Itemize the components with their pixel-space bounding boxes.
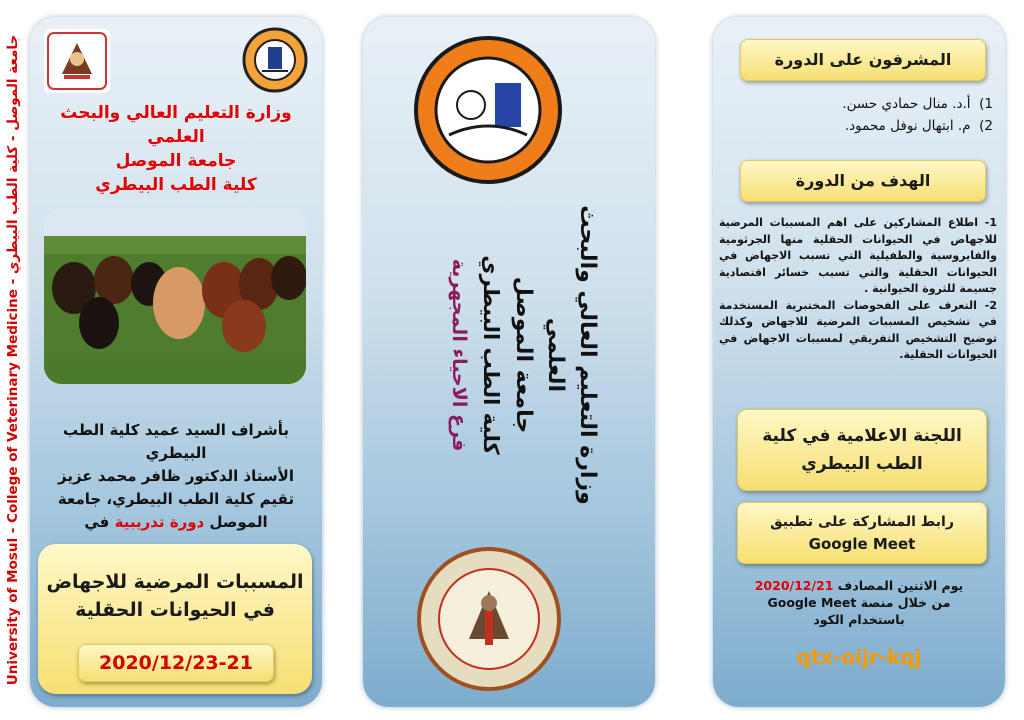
goal-title-box <box>740 160 986 202</box>
meet-line-1: رابط المشاركة على تطبيق <box>770 514 954 530</box>
training-course-highlight: دورة تدريبية <box>114 513 205 531</box>
middle-college-line: كلية الطب البيطري <box>479 255 503 455</box>
supervisor-item: 1) أ.د. منال حمادي حسن. <box>842 96 993 112</box>
middle-panel <box>363 17 655 707</box>
schedule-code-label: باستخدام الكود <box>813 612 905 627</box>
course-date-box <box>78 644 274 682</box>
cattle-photo <box>44 208 306 384</box>
supervisors-title: المشرفون على الدورة <box>774 50 952 69</box>
college-line: كلية الطب البيطري <box>95 175 257 195</box>
description-line-3: تقيم كلية الطب البيطري، جامعة <box>57 490 295 508</box>
description-line-2: الأستاذ الدكتور ظافر محمد عزيز <box>57 467 294 485</box>
course-description <box>40 419 312 534</box>
meet-code: qtx-oijr-kqj <box>796 645 922 669</box>
media-committee-box <box>737 409 987 491</box>
description-line-1: بأشراف السيد عميد كلية الطب البيطري <box>62 421 290 462</box>
schedule-platform-line: من خلال منصة Google Meet <box>767 595 951 610</box>
schedule-date: 2020/12/21 <box>754 578 834 593</box>
veterinary-college-seal <box>417 547 561 691</box>
middle-title-block <box>433 185 603 525</box>
goal-title: الهدف من الدورة <box>795 171 931 190</box>
university-line: جامعة الموصل <box>115 151 237 171</box>
description-line-4-end: في <box>84 513 115 531</box>
course-title-card <box>38 544 312 694</box>
committee-line-1: اللجنة الاعلامية في كلية <box>762 426 962 446</box>
supervisors-list <box>723 93 993 137</box>
goal-item: 2- التعرف على الفحوصات المختبرية المستخدمة في تشخيص المسببات المرضية للاجهاض وكذلك توضيح التشخيص التفريقي لمسببات الاجهاض في الحيوانات الحقلية. <box>719 298 997 361</box>
supervisors-title-box <box>740 39 986 81</box>
veterinary-college-logo <box>44 29 110 93</box>
middle-university-line: جامعة الموصل <box>511 276 536 434</box>
meet-link-box <box>737 502 987 564</box>
university-of-mosul-logo <box>242 27 308 93</box>
right-panel <box>713 17 1005 707</box>
meet-line-2: Google Meet <box>808 535 916 553</box>
description-line-4-start: الموصل <box>204 513 268 531</box>
middle-ministry-line: وزارة التعليم العالي والبحث العلمي <box>543 205 600 505</box>
course-title-line-2: في الحيوانات الحقلية <box>75 599 275 621</box>
supervisor-item: 2) م. ابتهال نوفل محمود. <box>844 118 993 134</box>
university-of-mosul-seal <box>413 35 563 185</box>
ministry-line: وزارة التعليم العالي والبحث العلمي <box>60 103 292 147</box>
side-vertical-text <box>0 0 26 720</box>
committee-line-2: الطب البيطري <box>801 454 923 474</box>
schedule-day-line: يوم الاثنين المصادف 2020/12/21 <box>754 578 964 593</box>
goal-item: 1- اطلاع المشاركين على اهم المسببات المرضية للاجهاض في الحيوانات الحقلية منها الجرثومية والفايروسية والطفيلية التي تسبب الاجهاض في الحيوانات الحقلية والتي تسبب خسائر اقتصادية جسيمة للثروة الحيوانية . <box>719 216 997 295</box>
course-title-line-1: المسببات المرضية للاجهاض <box>46 571 304 593</box>
left-heading <box>30 101 322 197</box>
description-line-4 <box>40 511 312 534</box>
schedule-info <box>713 577 1005 628</box>
side-text: University of Mosul - College of Veterinary Medicine - جامعة الموصل - كلية الطب البيطري <box>5 34 21 686</box>
left-panel <box>30 17 322 707</box>
course-date: 2020/12/23-21 <box>99 652 253 674</box>
goals-list <box>719 215 997 364</box>
middle-department-line: فرع الاحياء المجهرية <box>448 258 470 452</box>
